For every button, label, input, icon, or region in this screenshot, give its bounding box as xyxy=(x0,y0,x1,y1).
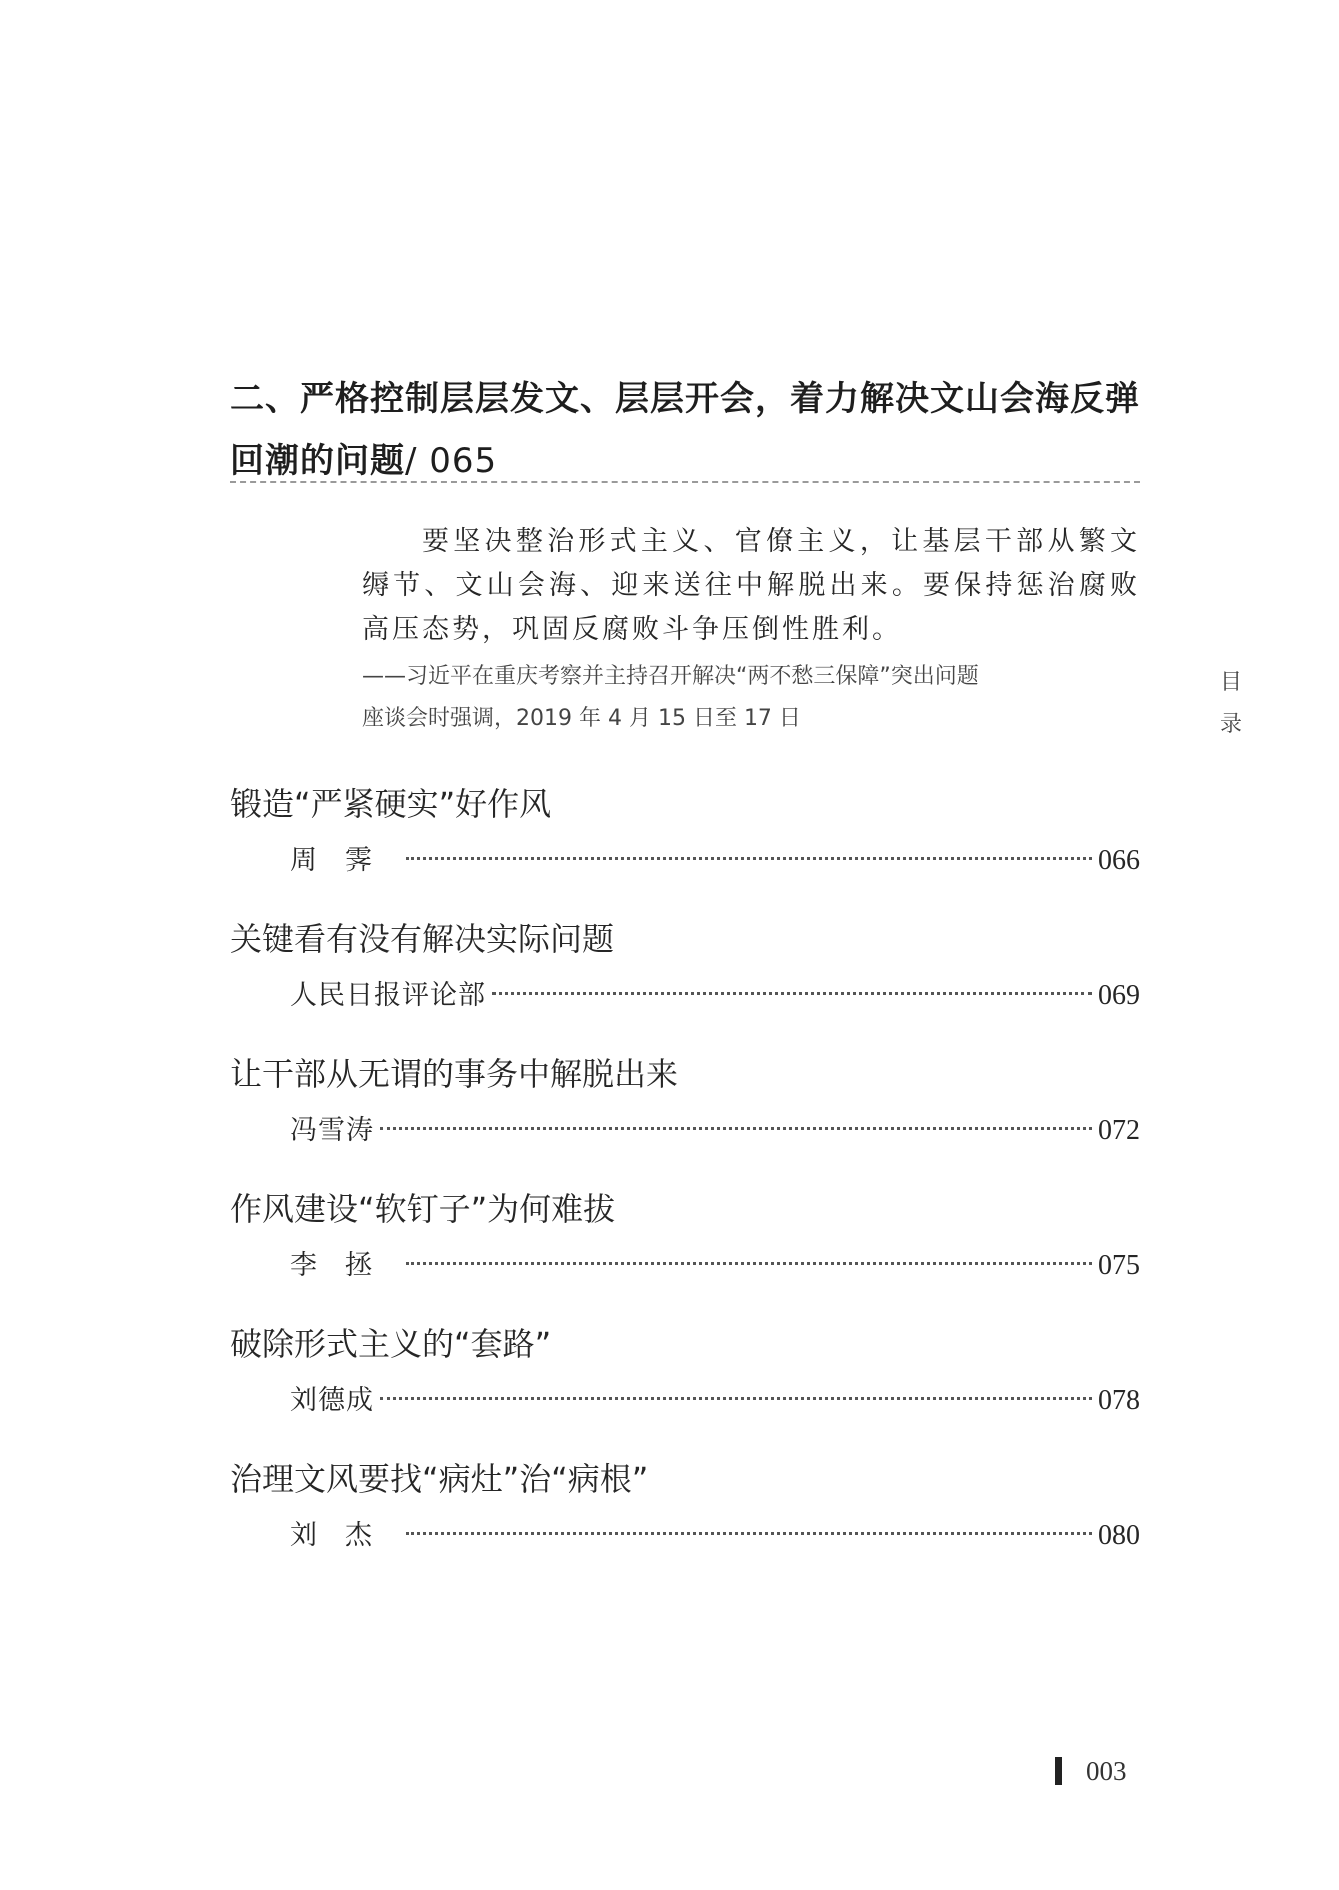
page-footer xyxy=(1055,1756,1127,1786)
quote-source xyxy=(362,656,1152,740)
footer-bar-mark xyxy=(1055,1757,1062,1785)
dashed-divider xyxy=(230,481,1140,483)
entry-page-number: 078 xyxy=(1098,1385,1140,1416)
entry-title: 让干部从无谓的事务中解脱出来 xyxy=(230,1055,679,1093)
dot-leader xyxy=(380,1397,1092,1400)
quote-source-line2: 座谈会时强调，2019 年 4 月 15 日至 17 日 xyxy=(362,706,801,731)
quote-source-line1: ——习近平在重庆考察并主持召开解决“两不愁三保障”突出问题 xyxy=(362,664,979,689)
entry-author: 冯雪涛 xyxy=(290,1115,374,1146)
footer-page-number: 003 xyxy=(1086,1755,1127,1786)
entry-author: 李拯 xyxy=(290,1250,400,1281)
entry-title: 破除形式主义的“套路” xyxy=(230,1325,552,1363)
toc-entries xyxy=(230,780,1140,1590)
entry-author: 刘杰 xyxy=(290,1520,400,1551)
section-title-line1: 二、严格控制层层发文、层层开会，着力解决文山会海反弹 xyxy=(230,379,1140,419)
dot-leader xyxy=(406,1532,1092,1535)
entry-page-number: 066 xyxy=(1098,845,1140,876)
entry-page-number: 072 xyxy=(1098,1115,1140,1146)
entry-page-number: 069 xyxy=(1098,980,1140,1011)
entry-page-number: 075 xyxy=(1098,1250,1140,1281)
toc-entry[interactable] xyxy=(230,1455,1140,1590)
dot-leader xyxy=(380,1127,1092,1130)
section-page-number: / 065 xyxy=(405,441,498,481)
toc-entry[interactable] xyxy=(230,1185,1140,1320)
entry-title: 治理文风要找“病灶”治“病根” xyxy=(230,1460,649,1498)
dot-leader xyxy=(406,857,1092,860)
epigraph-quote: 要坚决整治形式主义、官僚主义，让基层干部从繁文缛节、文山会海、迎来送往中解脱出来。要保持惩治腐败高压态势，巩固反腐败斗争压倒性胜利。 xyxy=(362,526,1140,645)
dot-leader xyxy=(492,992,1092,995)
toc-entry[interactable] xyxy=(230,1050,1140,1185)
entry-author: 人民日报评论部 xyxy=(290,980,486,1011)
entry-title: 锻造“严紧硬实”好作风 xyxy=(230,785,552,823)
entry-author: 周霁 xyxy=(290,845,400,876)
toc-side-tab xyxy=(1216,662,1246,746)
toc-entry[interactable] xyxy=(230,1320,1140,1455)
side-tab-char1: 目 xyxy=(1219,670,1242,695)
toc-entry[interactable] xyxy=(230,915,1140,1050)
section-heading xyxy=(230,368,1140,492)
section-title-line2: 回潮的问题 xyxy=(230,441,405,481)
entry-title: 关键看有没有解决实际问题 xyxy=(230,920,615,958)
entry-title: 作风建设“软钉子”为何难拔 xyxy=(230,1190,616,1228)
dot-leader xyxy=(406,1262,1092,1265)
entry-author: 刘德成 xyxy=(290,1385,374,1416)
entry-page-number: 080 xyxy=(1098,1520,1140,1551)
toc-entry[interactable] xyxy=(230,780,1140,915)
side-tab-char2: 录 xyxy=(1219,712,1242,737)
